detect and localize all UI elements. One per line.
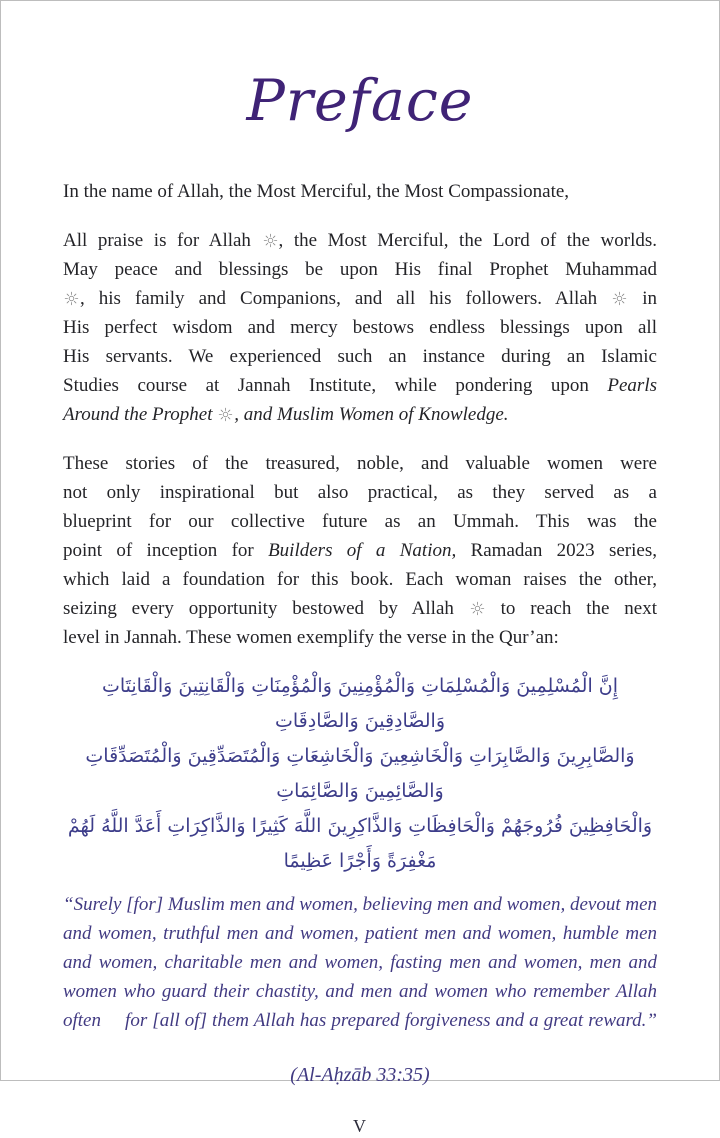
text-segment: in [628, 288, 657, 309]
text-line [63, 948, 657, 977]
text-segment: women who guard their chastity, and men and women who remember Allah [63, 981, 657, 1002]
honorific-allah-icon [263, 233, 278, 248]
text-line [63, 313, 657, 342]
page-number: V [353, 1116, 367, 1136]
text-segment: which laid a foundation for this book. Each woman raises the other, [63, 569, 657, 590]
text-line [63, 565, 657, 594]
text-line [63, 809, 657, 879]
honorific-prophet-icon [64, 291, 79, 306]
text-segment: His perfect wisdom and mercy bestows endless blessings upon all [63, 317, 657, 338]
text-segment: Ramadan 2023 series, [456, 540, 657, 561]
text-segment: Pearls [607, 375, 657, 396]
text-line [63, 669, 657, 739]
text-line [63, 342, 657, 371]
text-line [63, 284, 657, 313]
page-content [1, 59, 719, 1138]
page-title: Preface [246, 68, 474, 134]
text-line [63, 623, 657, 652]
verse-translation [63, 890, 657, 1035]
text-line [63, 890, 657, 919]
text-segment: All praise is for Allah [63, 230, 262, 251]
bismillah-line: In the name of Allah, the Most Merciful, the Most Compassionate, [63, 181, 570, 202]
honorific-allah-icon [470, 601, 485, 616]
text-segment: Builders of a Nation, [268, 540, 457, 561]
text-line [63, 1006, 657, 1035]
text-line [63, 255, 657, 284]
honorific-allah-icon [612, 291, 627, 306]
paragraph-praise [63, 226, 657, 429]
text-line [63, 507, 657, 536]
text-line [63, 536, 657, 565]
text-segment: seizing every opportunity bestowed by Allah [63, 598, 469, 619]
paragraph-stories [63, 449, 657, 652]
text-segment: to reach the next [485, 598, 657, 619]
text-segment: point of inception for [63, 540, 269, 561]
text-segment: وَالصَّابِرِينَ وَالصَّابِرَاتِ وَالْخَاشِعِينَ وَالْخَاشِعَاتِ وَالْمُتَصَدِّقِينَ وَالْمُتَصَدِّقَاتِ وَالصَّائِمِينَ وَالصَّائِمَاتِ [85, 745, 635, 802]
verse-citation: (Al-Aḥzāb 33:35) [290, 1064, 430, 1086]
text-segment: level in Jannah. These women exemplify the verse in the Qur’an: [63, 627, 559, 648]
text-segment: blueprint for our collective future as an Ummah. This was the [63, 511, 657, 532]
text-line [63, 739, 657, 809]
text-line [63, 400, 657, 429]
text-line [63, 226, 657, 255]
text-line [63, 449, 657, 478]
text-segment: and women, charitable men and women, fasting men and women, men and [63, 952, 657, 973]
text-segment: وَالْحَافِظِينَ فُرُوجَهُمْ وَالْحَافِظَاتِ وَالذَّاكِرِينَ اللَّهَ كَثِيرًا وَالذَّاكِرَاتِ أَعَدَّ اللَّهُ لَهُمْ مَغْفِرَةً وَأَجْرًا عَظِيمًا [67, 815, 653, 872]
text-segment: May peace and blessings be upon His final Prophet Muhammad [63, 259, 657, 280]
text-segment: “Surely [for] Muslim men and women, believing men and women, devout men [63, 894, 658, 915]
text-line [63, 478, 657, 507]
text-line [63, 977, 657, 1006]
text-segment: His servants. We experienced such an instance during an Islamic [63, 346, 657, 367]
text-segment: , and Muslim Women of Knowledge. [234, 404, 509, 425]
text-segment: not only inspirational but also practical, as they served as a [63, 482, 657, 503]
text-segment: , the Most Merciful, the Lord of the worlds. [278, 230, 658, 251]
text-segment: and women, truthful men and women, patient men and women, humble men [63, 923, 657, 944]
text-line [63, 371, 657, 400]
text-segment: Studies course at Jannah Institute, while pondering upon [63, 375, 608, 396]
text-line [63, 594, 657, 623]
text-line [63, 919, 657, 948]
text-segment: إِنَّ الْمُسْلِمِينَ وَالْمُسْلِمَاتِ وَالْمُؤْمِنِينَ وَالْمُؤْمِنَاتِ وَالْقَانِتِينَ وَالْقَانِتَاتِ وَالصَّادِقِينَ وَالصَّادِقَاتِ [101, 675, 619, 732]
honorific-prophet-icon [218, 407, 233, 422]
arabic-verse [63, 669, 657, 879]
text-segment: often for [all of] them Allah has prepared forgiveness and a great reward.” [63, 1010, 657, 1031]
text-segment: Around the Prophet [63, 404, 218, 425]
text-segment: These stories of the treasured, noble, and valuable women were [63, 453, 657, 474]
text-segment: , his family and Companions, and all his followers. Allah [80, 288, 612, 309]
